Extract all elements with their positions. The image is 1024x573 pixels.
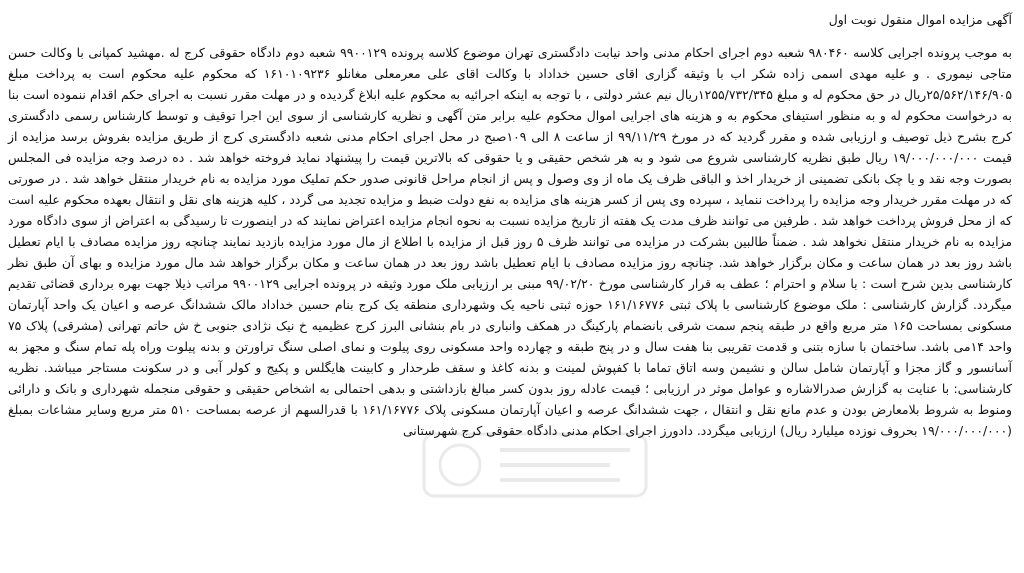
notice-title: آگهی مزایده اموال منقول نوبت اول [828,12,1012,27]
notice-body: به موجب پرونده اجرایی کلاسه ۹۸۰۴۶۰ شعبه دوم اجرای احکام مدنی واحد نیابت دادگستری تهران موضوع کلاسه پرونده ۹۹۰۰۱۲۹ شعبه دوم دادگاه حقوقی کرج له .مهشید کمپانی با وکالت حسن متاجی نیموری . و علیه مهدی اسمی زاده شکر اب با وثیقه گزاری اقای حسین خداداد با وکالت اقای علی معرمعلی مغانلو ۱۶۱۰۱۰۹۲۳۶ که محکوم علیه محکوم است به پرداخت مبلغ ۲۵/۵۶۲/۱۴۶/۹۰۵ریال در حق محکوم له و مبلغ ۱۲۵۵/۷۳۲/۳۴۵ریال نیم عشر دولتی ، با توجه به اینکه اجرائیه به محکوم علیه ابلاغ گردیده و در مهلت مقرر نسبت به اجرای حکم اقدام ننموده است بنا به درخواست محکوم له و به منظور استیفای محکوم به و هزینه های اجرایی اموال محکوم علیه برابر متن آگهی و نظریه کارشناسی از سوی این اجرا توقیف و توسط کارشناس رسمی دادگستری کرج بشرح ذیل توصیف و ارزیابی شده و مقرر گردید که در مورخ ۹۹/۱۱/۲۹ از ساعت ۸ الی ۱۰۹صبح در محل اجرای احکام مدنی شعبه دادگستری کرج از طریق مزایده بفروش برسد مزایده از قیمت ۱۹/۰۰۰/۰۰۰/۰۰۰ ریال طبق نظریه کارشناسی شروع می شود و به هر شخص حقیقی و یا حقوقی که بالاترین قیمت را پیشنهاد نماید فروخته خواهد شد . ده درصد وجه مزایده فی المجلس بصورت وجه نقد و یا چک بانکی تضمینی از خریدار اخذ و الباقی ظرف یک ماه از وی وصول و پس از انجام مراحل قانونی صدور حکم تملیک مورد مزایده به نام خریدار منتقل خواهد شد . در صورتی که در مهلت مقرر خریدار وجه مزایده را پرداخت ننماید ، سپرده وی پس از کسر هزینه های مزایده به نفع دولت ضبط و مزایده تجدید می گردد ، کلیه هزینه های نقل و انتقال بعهده محکوم علیه است که از محل فروش پرداخت خواهد شد . طرفین می توانند ظرف مدت یک هفته از تاریخ مزایده نسبت به نحوه انجام مزایده اعتراض نمایند که در اینصورت تا رسیدگی به اعتراض از سوی دادگاه مورد مزایده به نام خریدار منتقل نخواهد شد . ضمناً طالبین بشرکت در مزایده می توانند ظرف ۵ روز قبل از مزایده با اطلاع از مال مورد مزایده بازدید نمایند چنانچه روز مزایده مصادف با ایام تعطیل باشد روز بعد در همان ساعت و مکان برگزار خواهد شد. چنانچه روز مزایده مصادف با ایام تعطیل باشد روز بعد در همان ساعت و مکان برگزار خواهد شد مال مورد مزایده و بهای آن طبق نظر کارشناسی بدین شرح است : با سلام و احترام ؛ عطف به قرار کارشناسی مورخ ۹۹/۰۲/۲۰ مبنی بر ارزیابی ملک مورد وثیقه در پرونده اجرایی ۹۹۰۰۱۲۹ مراتب ذیلا جهت بهره برداری قضائی تقدیم میگردد. گزارش کارشناسی : ملک موضوع کارشناسی با پلاک ثبتی ۱۶۱/۱۶۷۷۶ حوزه ثبتی ناحیه یک وشهرداری منطقه یک کرج بنام حسین خداداد مالک ششدانگ عرصه و اعیان یک واحد آپارتمان مسکونی بمساحت ۱۶۵ متر مربع واقع در طبقه پنجم سمت شرقی بانضمام پارکینگ در همکف وانباری در بام بنشانی البرز کرج عظیمیه خ نیک نژادی جنوبی خ ش حاتم تهرانی (مشرقی) پلاک ۷۵ واحد ۱۴می باشد. ساختمان با سازه بتنی و قدمت تقریبی بنا هفت سال و در پنج طبقه و چهارده واحد مسکونی روی پیلوت و نمای اصلی سنگ تراورتن و بدنه پیلوت وراه پله تمام سنگ و مجهز به آسانسور و گاز مجزا و آپارتمان شامل سالن و نشیمن وسه اتاق تماما با کفپوش لمینت و بدنه کاغذ و سقف طرحدار و کابینت هایگلس و پکیج و کولر آبی و در سکونت مستاجر میباشد. نظریه کارشناسی: با عنایت به گزارش صدرالاشاره و عوامل موثر در ارزیابی ؛ قیمت عادله روز بدون کسر مبالغ بازداشتی و بدهی احتمالی به اشخاص حقیقی و حقوقی منجمله شهرداری و بانک و دارائی ومنوط به شروط بلامعارض بودن و عدم مانع نقل و انتقال ، جهت ششدانگ عرصه و اعیان آپارتمان مسکونی پلاک ۱۶۱/۱۶۷۷۶ با قدرالسهم از عرصه بمساحت ۵۱۰ متر مربع وسایر مشاعات بمبلغ (۱۹/۰۰۰/۰۰۰/۰۰۰ بحروف نوزده میلیارد ریال) ارزیابی میگردد. دادورز اجرای احکام مدنی دادگاه حقوقی کرج شهرستانی [8,45,1013,438]
